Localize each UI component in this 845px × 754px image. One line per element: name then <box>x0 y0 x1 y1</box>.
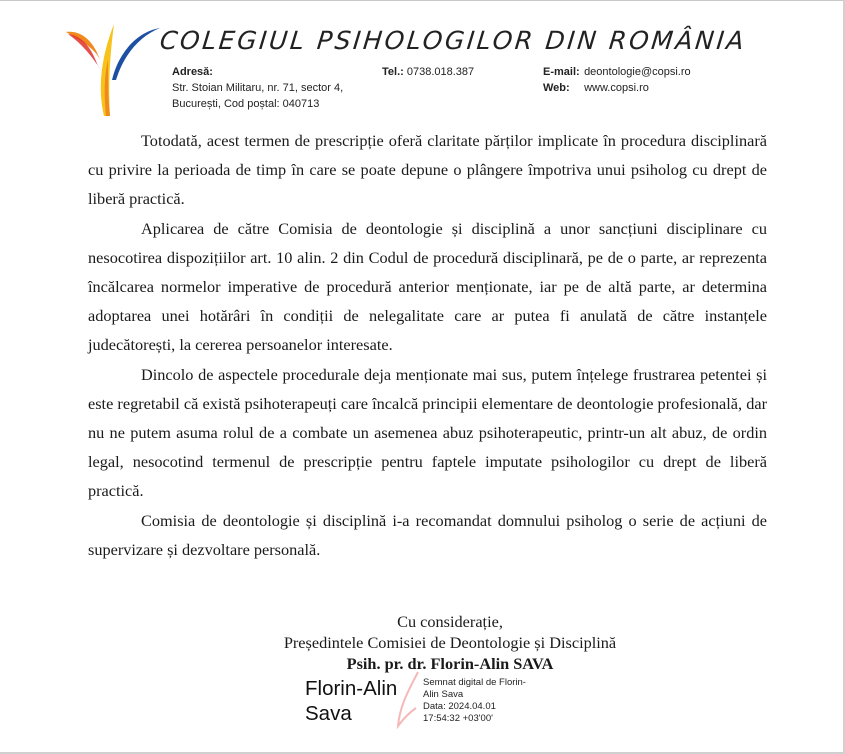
phone-label: Tel.: <box>382 66 404 78</box>
signature-name-line-1: Florin-Alin <box>305 677 398 700</box>
closing-role: Președintele Comisiei de Deontologie și Disciplină <box>283 633 617 652</box>
signature-time: 17:54:32 +03'00' <box>423 713 493 724</box>
email-label: E-mail: <box>543 66 580 78</box>
phone-value: 0738.018.387 <box>406 66 475 78</box>
signature-date: Data: 2024.04.01 <box>423 701 496 712</box>
web-value: www.copsi.ro <box>584 82 649 94</box>
paragraph: Totodată, acest termen de prescripție oferă claritate părților implicate în procedura disciplinară cu privire la perioada de timp în care se poate depune o plângere împotriva unui psiholog cu drept de liberă practică. <box>88 131 767 209</box>
web-label: Web: <box>543 82 570 94</box>
paragraph: Comisia de deontologie și disciplină i-a recomandat domnului psiholog o serie de acțiuni de supervizare și dezvoltare personală. <box>88 510 767 559</box>
closing-salutation: Cu considerație, <box>397 612 503 631</box>
closing-name: Psih. pr. dr. Florin-Alin SAVA <box>346 654 554 673</box>
address-line-1: Str. Stoian Militaru, nr. 71, sector 4, <box>172 82 344 94</box>
address-label: Adresă: <box>172 66 213 78</box>
paragraph: Dincolo de aspectele procedurale deja menționate mai sus, putem înțelege frustrarea petentei și este regretabil că există psihoterapeuți care încalcă principii elementare de deontologie profesională, dar nu ne putem asuma rolul de a combate un asemenea abuz psihoterapeutic, printr-un alt abuz, de ordin legal, nesocotind termenul de prescripție pentru faptele imputate psihologilor cu drept de liberă practică. <box>88 364 767 501</box>
letter-body <box>88 126 767 564</box>
email-value: deontologie@copsi.ro <box>584 66 691 78</box>
phone-block <box>382 64 474 80</box>
email-web-block <box>543 64 691 96</box>
signature-name-line-2: Sava <box>305 702 352 725</box>
address-line-2: București, Cod poștal: 040713 <box>172 98 320 110</box>
address-block <box>172 64 343 112</box>
organization-title: COLEGIUL PSIHOLOGILOR DIN ROMÂNIA <box>158 26 748 55</box>
paragraph: Aplicarea de către Comisia de deontologie și disciplină a unor sancțiuni disciplinare cu nesocotirea dispozițiilor art. 10 alin. 2 din Codul de procedură disciplinară, pe de o parte, ar reprezenta încălcarea normelor imperative de procedură anterior menționate, iar pe de altă parte, ar determina adoptarea unei hotărâri în condiții de nelegalitate care ar putea fi anulată de către instanțele judecătorești, la cererea persoanelor interesate. <box>88 218 767 355</box>
copsi-logo-icon <box>62 20 162 120</box>
page-border-top <box>0 0 845 1</box>
closing-block <box>200 611 700 674</box>
digital-signature-details <box>423 677 526 725</box>
signature-detail-line: Semnat digital de Florin- <box>423 677 526 688</box>
signature-detail-line: Alin Sava <box>423 689 464 700</box>
digital-signature-name <box>305 676 397 726</box>
logo-right-wing <box>112 28 160 80</box>
